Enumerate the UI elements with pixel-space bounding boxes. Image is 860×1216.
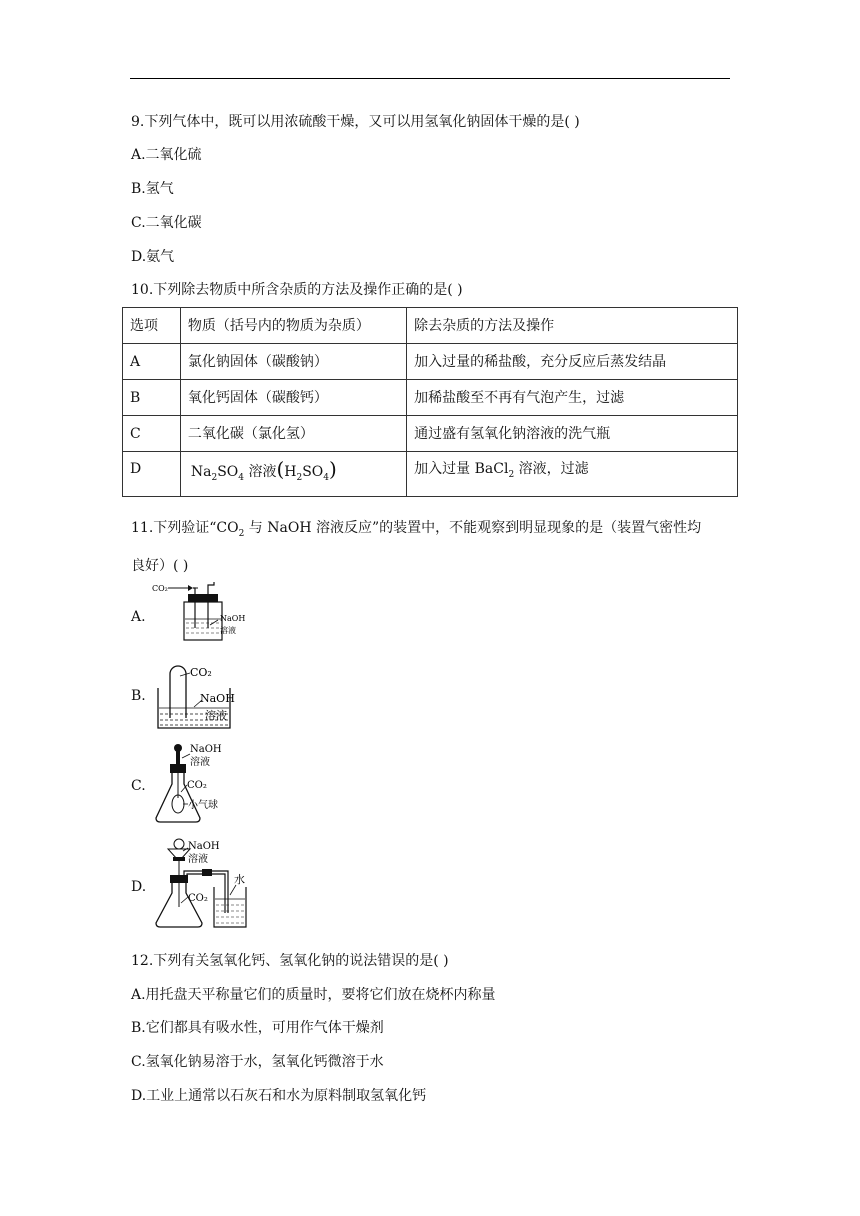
fig-a-gas-washing-bottle — [150, 580, 260, 645]
table-cell: 加稀盐酸至不再有气泡产生，过滤 — [407, 380, 738, 416]
q9-option-b: B.氢气 — [131, 181, 174, 197]
svg-text:NaOH: NaOH — [200, 692, 235, 705]
table-header-cell: 除去杂质的方法及操作 — [407, 308, 738, 344]
svg-text:溶液: 溶液 — [220, 626, 236, 635]
table-cell: 氧化钙固体（碳酸钙） — [180, 380, 406, 416]
svg-text:溶液: 溶液 — [188, 854, 208, 865]
svg-text:NaOH: NaOH — [190, 744, 222, 755]
table-cell: 通过盛有氢氧化钠溶液的洗气瓶 — [407, 416, 738, 452]
q12-option-c: C.氢氧化钠易溶于水，氢氧化钙微溶于水 — [131, 1054, 384, 1070]
q11-option-b-label: B. — [131, 688, 146, 704]
table-cell: C — [123, 416, 181, 452]
q12-option-b: B.它们都具有吸水性，可用作气体干燥剂 — [131, 1020, 384, 1036]
fig-d-flask-beaker — [150, 835, 260, 930]
table-header-cell: 选项 — [123, 308, 181, 344]
svg-text:CO₂: CO₂ — [188, 893, 208, 904]
svg-text:NaOH: NaOH — [188, 841, 220, 852]
svg-text:溶液: 溶液 — [205, 709, 227, 722]
q10-table — [122, 307, 738, 497]
svg-text:溶液: 溶液 — [190, 757, 210, 768]
svg-text:CO₂: CO₂ — [187, 780, 207, 791]
svg-text:小气球: 小气球 — [188, 800, 218, 811]
table-cell: A — [123, 344, 181, 380]
table-row — [123, 416, 738, 452]
q11-option-a-label: A. — [131, 609, 146, 625]
table-cell: 氯化钠固体（碳酸钠） — [180, 344, 406, 380]
q9-option-c: C.二氧化碳 — [131, 215, 202, 231]
header-rule — [130, 78, 730, 79]
svg-text:CO₂: CO₂ — [152, 584, 168, 593]
table-header-row — [123, 308, 738, 344]
fig-b-test-tube-beaker — [150, 660, 260, 730]
q11-option-c-label: C. — [131, 778, 146, 794]
table-cell: D — [123, 452, 181, 497]
table-row — [123, 380, 738, 416]
table-row — [123, 344, 738, 380]
q10-stem: 10.下列除去物质中所含杂质的方法及操作正确的是( ) — [131, 282, 463, 298]
svg-text:水: 水 — [234, 873, 245, 886]
table-cell: 二氧化碳（氯化氢） — [180, 416, 406, 452]
table-header-cell: 物质（括号内的物质为杂质） — [180, 308, 406, 344]
svg-text:CO₂: CO₂ — [190, 666, 212, 679]
svg-text:NaOH: NaOH — [220, 614, 246, 623]
q9-stem: 9.下列气体中，既可以用浓硫酸干燥，又可以用氢氧化钠固体干燥的是( ) — [131, 114, 580, 130]
q11-stem: 11.下列验证“$CO_2$ 与 NaOH 溶液反应”的装置中，不能观察到明显现象的是（装置气密性均 — [131, 520, 702, 539]
q12-option-d: D.工业上通常以石灰石和水为原料制取氢氧化钙 — [131, 1088, 427, 1104]
fig-c-flask-balloon — [150, 740, 260, 828]
table-row — [123, 452, 738, 497]
q12-option-a: A.用托盘天平称量它们的质量时，要将它们放在烧杯内称量 — [131, 987, 496, 1003]
table-cell-method: 加入过量 BaCl$_2$ 溶液，过滤 — [407, 452, 738, 497]
q9-option-a: A.二氧化硫 — [131, 147, 202, 163]
q11-stem-line2: 良好）( ) — [131, 558, 189, 574]
table-cell-formula: $Na_2SO_4$ 溶液$(H_2SO_4)$ — [180, 452, 406, 497]
q9-option-d: D.氨气 — [131, 249, 175, 265]
table-cell: B — [123, 380, 181, 416]
q11-option-d-label: D. — [131, 879, 147, 895]
q12-stem: 12.下列有关氢氧化钙、氢氧化钠的说法错误的是( ) — [131, 953, 449, 969]
table-cell: 加入过量的稀盐酸，充分反应后蒸发结晶 — [407, 344, 738, 380]
